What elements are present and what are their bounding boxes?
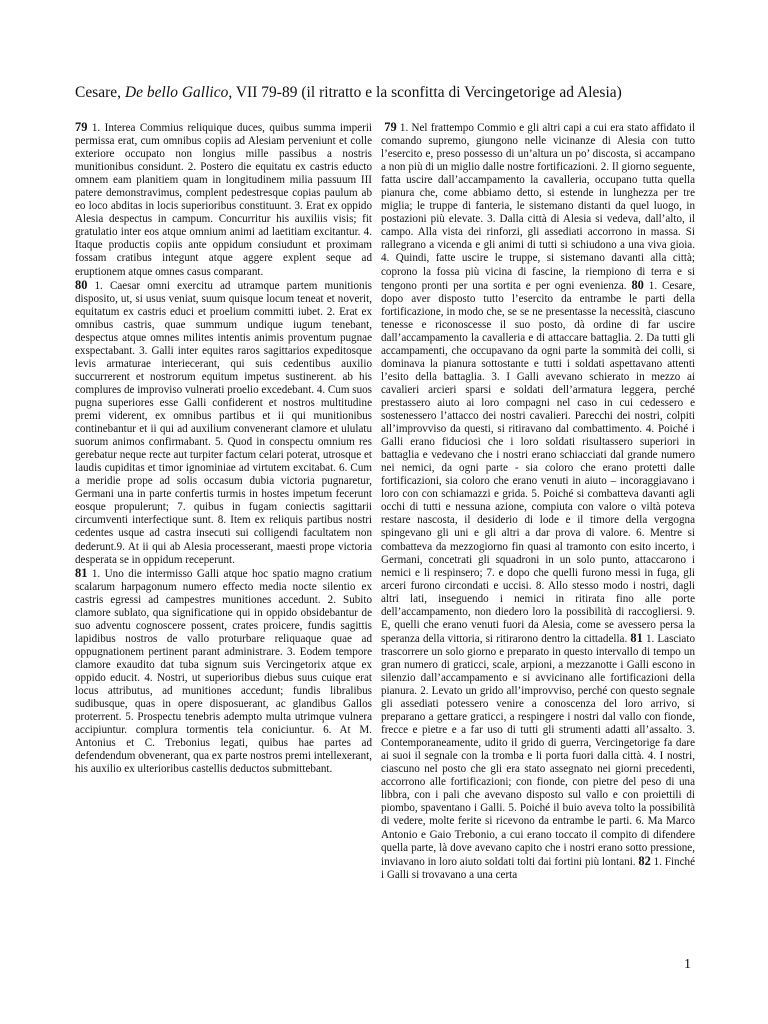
chapter-number: 79 (384, 121, 397, 134)
chapter-number: 82 (638, 853, 651, 868)
italian-translation-column (381, 121, 695, 956)
chapter-text: 1. Uno die intermisso Galli atque hoc spatio magno cratium scalarum harpagonum numero effecto media nocte silentio ex castris egressi ad campestres munitiones accedunt. 2. Subito clamore sublato, qua significatione qui in oppido obsidebantur de suo adventu cognoscere possent, crates proicere, fundis sagittis lapidibus nostros de vallo proturbare reliquaque quae ad oppugnationem pertinent parant administrare. 3. Eodem tempore clamore exaudito dat tuba signum suis Vercingetorix atque ex oppido educit. 4. Nostri, ut superioribus diebus suus cuique erat locus attributus, ad munitiones accedunt; fundis libralibus sudibusque, quas in opere disposuerant, ac glandibus Gallos proterrent. 5. Prospectu tenebris adempto multa utrimque vulnera accipiuntur. complura tormentis tela coniciuntur. 6. At M. Antonius et C. Trebonius legati, quibus hae partes ad defendendum obvenerant, qua ex parte nostros premi intellexerant, his auxilio ex ulterioribus castellis deductos submittebant. (75, 567, 372, 776)
title-work: De bello Gallico (124, 84, 229, 101)
chapter-number: 81 (75, 565, 88, 580)
chapter-number: 80 (631, 277, 644, 292)
document-title (75, 84, 715, 102)
italian-text (381, 121, 695, 882)
title-author: Cesare, (75, 84, 125, 101)
title-subtitle: , VII 79-89 (il ritratto e la sconfitta di Vercingetorige ad Alesia) (228, 84, 622, 101)
chapter-text: 1. Nel frattempo Commio e gli altri capi a cui era stato affidato il comando supremo, giungono nelle vicinanze di Alesia con tutto l’esercito e, preso possesso di un’altura un po’ discosta, si accampano a non più di un miglio dalle nostre fortificazioni. 2. Il giorno seguente, fatta uscire dall’accampamento la cavalleria, occupano tutta quella pianura che, come abbiamo detto, si estende in lunghezza per tre miglia; le truppe di fanteria, le sistemano distanti da quel luogo, in postazioni più elevate. 3. Dalla città di Alesia si vedeva, dall’alto, il campo. Alla vista dei rinforzi, gli assediati accorrono in massa. Si rallegrano a vicenda e gli animi di tutti si schiudono a una viva gioia. 4. Quindi, fatte uscire le truppe, si sistemano davanti alla città; coprono la fossa più vicina di fascine, la riempiono di terra e si tengono pronti per una sortita e per ogni evenienza. (381, 122, 695, 292)
chapter-text: 1. Lasciato trascorrere un solo giorno e preparato in questo intervallo di tempo un gran numero di graticci, scale, arpioni, a mezzanotte i Galli escono in silenzio dall’accampamento e si avvicinano alle fortificazioni della pianura. 2. Levato un grido all’improvviso, perché con questo segnale gli assediati potessero venire a conoscenza del loro arrivo, si preparano a gettare graticci, a respingere i nostri dal vallo con fionde, frecce e pietre e a far uso di tutti gli strumenti adatti all’assalto. 3. Contemporaneamente, udito il grido di guerra, Vercingetorige fa dare ai suoi il segnale con la tromba e li porta fuori dalla città. 4. I nostri, ciascuno nel posto che gli era stato assegnato nei giorni precedenti, accorrono alle fortificazioni; con fionde, con pietre del peso di una libbra, con i pali che avevano disposto sul vallo e con proiettili di piombo, spaventano i Galli. 5. Poiché il buio aveva tolto la possibilità di vedere, molte ferite si ricevono da entrambe le parti. 6. Ma Marco Antonio e Gaio Trebonio, a cui erano toccato il compito di difendere quella parte, là dove avevano capito che i nostri erano sotto pressione, inviavano in loro aiuto soldati tolti dai fortini più lontani. (381, 632, 695, 868)
chapter-number: 80 (75, 277, 88, 292)
chapter-number: 79 (75, 121, 88, 134)
chapter-number: 81 (630, 630, 643, 645)
latin-text-column (75, 121, 372, 956)
page-number: 1 (684, 957, 691, 972)
chapter-text: 1. Caesar omni exercitu ad utramque partem munitionis disposito, ut, si usus veniat, suum quisque locum teneat et noverit, equitatum ex castris educi et proelium committi iubet. 2. Erat ex omnibus castris, quae summum undique iugum tenebant, despectus atque omnes milites intentis animis proventum pugnae exspectabant. 3. Galli inter equites raros sagittarios expeditosque levis armaturae interiecerant, qui suis cedentibus auxilio succurrerent et nostrorum equitum impetus sustinerent. ab his complures de improviso vulnerati proelio excedebant. 4. Cum suos pugna superiores esse Galli confiderent et nostros multitudine premi viderent, ex omnibus partibus et ii qui munitionibus continebantur et ii qui ad auxilium convenerant clamore et ululatu suorum animos confirmabant. 5. Quod in conspectu omnium res gerebatur neque recte aut turpiter factum celari poterat, utrosque et laudis cupiditas et timor ignominiae ad virtutem excitabat. 6. Cum a meridie prope ad solis occasum dubia victoria pugnaretur, Germani una in parte confertis turmis in hostes impetum fecerunt eosque propulerunt; 7. quibus in fugam coniectis sagittarii circumventi interfectique sunt. 8. Item ex reliquis partibus nostri cedentes usque ad castra insecuti sui colligendi facultatem non dederunt.9. At ii qui ab Alesia processerant, maesti prope victoria desperata se in oppidum receperunt. (75, 279, 372, 566)
chapter-text: 1. Cesare, dopo aver disposto tutto l’esercito da entrambe le parti della fortificazione, in modo che, se se ne presentasse la necessità, ciascuno tenesse e riconoscesse il suo posto, dà ordine di far uscire dall’accampamento la cavalleria e di attaccare battaglia. 2. Da tutti gli accampamenti, che occupavano da ogni parte la sommità dei colli, si dominava la pianura sottostante e tutti i soldati aspettavano attenti l’esito della battaglia. 3. I Galli avevano schierato in mezzo ai cavalieri arcieri sparsi e soldati dell’armatura leggera, perché prestassero aiuto ai loro compagni nel caso in cui cedessero e sostenessero l’attacco dei nostri cavalieri. Parecchi dei nostri, colpiti all’improvviso da questi, si ritiravano dal combattimento. 4. Poiché i Galli erano fiduciosi che i loro soldati risultassero superiori in battaglia e vedevano che i nostri erano schiacciati dal grande numero nei nemici, da ogni parte - sia coloro che erano protetti dalle fortificazioni, sia coloro che erano venuti in aiuto – incoraggiavano i loro con con schiamazzi e grida. 5. Poiché si combatteva davanti agli occhi di tutti e nessuna azione, compiuta con valore o viltà poteva restare nascosta, il desiderio di lode e il timore della vergogna spingevano gli uni e gli altri a dar prova di valore. 6. Mentre si combatteva da mezzogiorno fin quasi al tramonto con esito incerto, i Germani, concetrati gli squadroni in un solo punto, attaccarono i nemici e li respinsero; 7. e dopo che quelli furono messi in fuga, gli arceri furono circondati e uccisi. 8. Allo stesso modo i nostri, dagli altri lati, inseguendo i nemici in ritirata fino alle porte dell’accampamento, non diedero loro la possibilità di raccogliersi. 9. E, quelli che erano venuti fuori da Alesia, come se avessero persa la speranza della vittoria, si ritirarono dentro la cittadella. (381, 279, 695, 645)
chapter-text: 1. Finché i Galli si trovavano a una certa (381, 855, 695, 881)
chapter-text: 1. Interea Commius reliquique duces, quibus summa imperii permissa erat, cum omnibus copiis ad Alesiam perveniunt et colle exteriore occupato non longius mille passibus a nostris munitionibus considunt. 2. Postero die equitatu ex castris educto omnem eam planitiem quam in longitudinem milia passuum III patere demonstravimus, complent pedestresque copias paulum ab eo loco abditas in locis superioribus constituunt. 3. Erat ex oppido Alesia despectus in campum. Concurritur his auxiliis visis; fit gratulatio inter eos atque omnium animi ad laetitiam excitantur. 4. Itaque productis copiis ante oppidum consiudunt et proximam fossam cratibus integunt atque aggere explent seque ad eruptionem atque omnes casus comparant. (75, 122, 372, 278)
latin-text (75, 121, 372, 776)
